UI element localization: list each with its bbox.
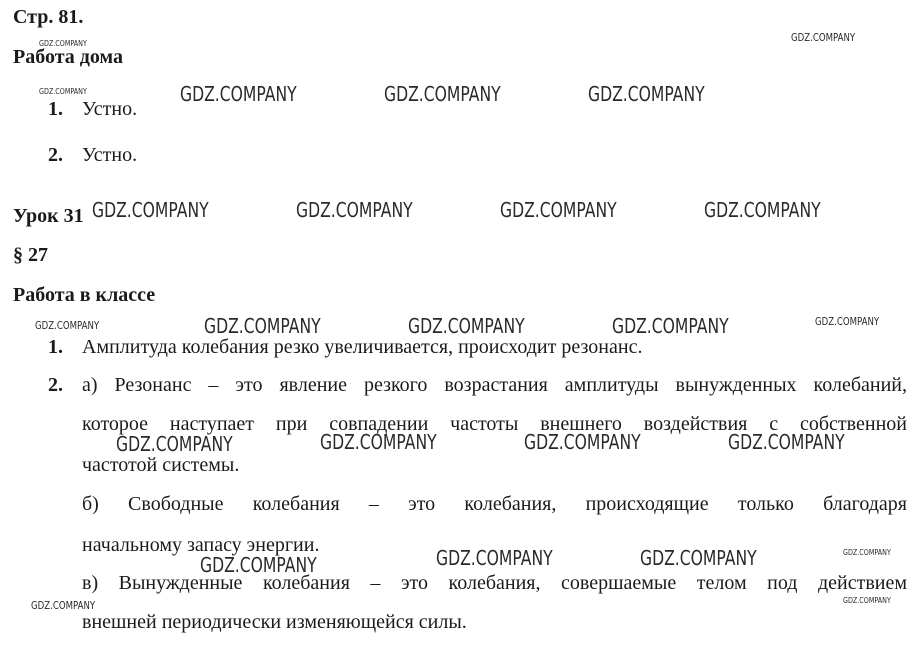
class-item-1-number: 1.: [48, 336, 63, 358]
watermark: GDZ.COMPANY: [815, 315, 880, 328]
watermark: GDZ.COMPANY: [524, 430, 641, 454]
watermark: GDZ.COMPANY: [296, 198, 413, 222]
watermark: GDZ.COMPANY: [612, 314, 729, 338]
home-item-2-text: Устно.: [82, 144, 138, 166]
answer-a-line-2: которое наступает при совпадении частоты внешнего воздействия с собственной: [82, 413, 907, 435]
watermark: GDZ.COMPANY: [180, 82, 297, 106]
watermark: GDZ.COMPANY: [35, 319, 100, 332]
watermark: GDZ.COMPANY: [640, 546, 757, 570]
lesson-title: Урок 31: [13, 205, 84, 227]
watermark: GDZ.COMPANY: [31, 599, 96, 612]
watermark: GDZ.COMPANY: [320, 430, 437, 454]
watermark: GDZ.COMPANY: [728, 430, 845, 454]
home-item-2-number: 2.: [48, 144, 63, 166]
watermark: GDZ.COMPANY: [843, 548, 891, 557]
watermark: GDZ.COMPANY: [384, 82, 501, 106]
answer-b-line-1: б) Свободные колебания – это колебания, происходящие только благодаря: [82, 493, 907, 515]
watermark: GDZ.COMPANY: [200, 553, 317, 577]
answer-a-line-1: а) Резонанс – это явление резкого возрастания амплитуды вынужденных колебаний,: [82, 374, 907, 396]
watermark: GDZ.COMPANY: [39, 39, 87, 48]
watermark: GDZ.COMPANY: [436, 546, 553, 570]
watermark: GDZ.COMPANY: [500, 198, 617, 222]
home-item-1-text: Устно.: [82, 98, 138, 120]
watermark: GDZ.COMPANY: [588, 82, 705, 106]
watermark: GDZ.COMPANY: [791, 31, 856, 44]
watermark: GDZ.COMPANY: [92, 198, 209, 222]
watermark: GDZ.COMPANY: [843, 596, 891, 605]
answer-a-line-3: частотой системы.: [82, 454, 240, 476]
watermark: GDZ.COMPANY: [116, 432, 233, 456]
class-item-1-text: Амплитуда колебания резко увеличивается, происходит резонанс.: [82, 336, 643, 358]
class-section-title: Работа в классе: [13, 284, 156, 306]
paragraph-number: § 27: [13, 244, 48, 266]
watermark: GDZ.COMPANY: [704, 198, 821, 222]
watermark: GDZ.COMPANY: [408, 314, 525, 338]
home-item-1-number: 1.: [48, 98, 63, 120]
watermark: GDZ.COMPANY: [39, 87, 87, 96]
home-section-title: Работа дома: [13, 46, 123, 68]
watermark: GDZ.COMPANY: [204, 314, 321, 338]
page-title: Стр. 81.: [13, 6, 84, 28]
answer-c-line-2: внешней периодически изменяющейся силы.: [82, 611, 467, 633]
class-item-2-number: 2.: [48, 374, 63, 396]
answer-c-line-1: в) Вынужденные колебания – это колебания, совершаемые телом под действием: [82, 572, 907, 594]
answer-b-line-2: начальному запасу энергии.: [82, 534, 320, 556]
